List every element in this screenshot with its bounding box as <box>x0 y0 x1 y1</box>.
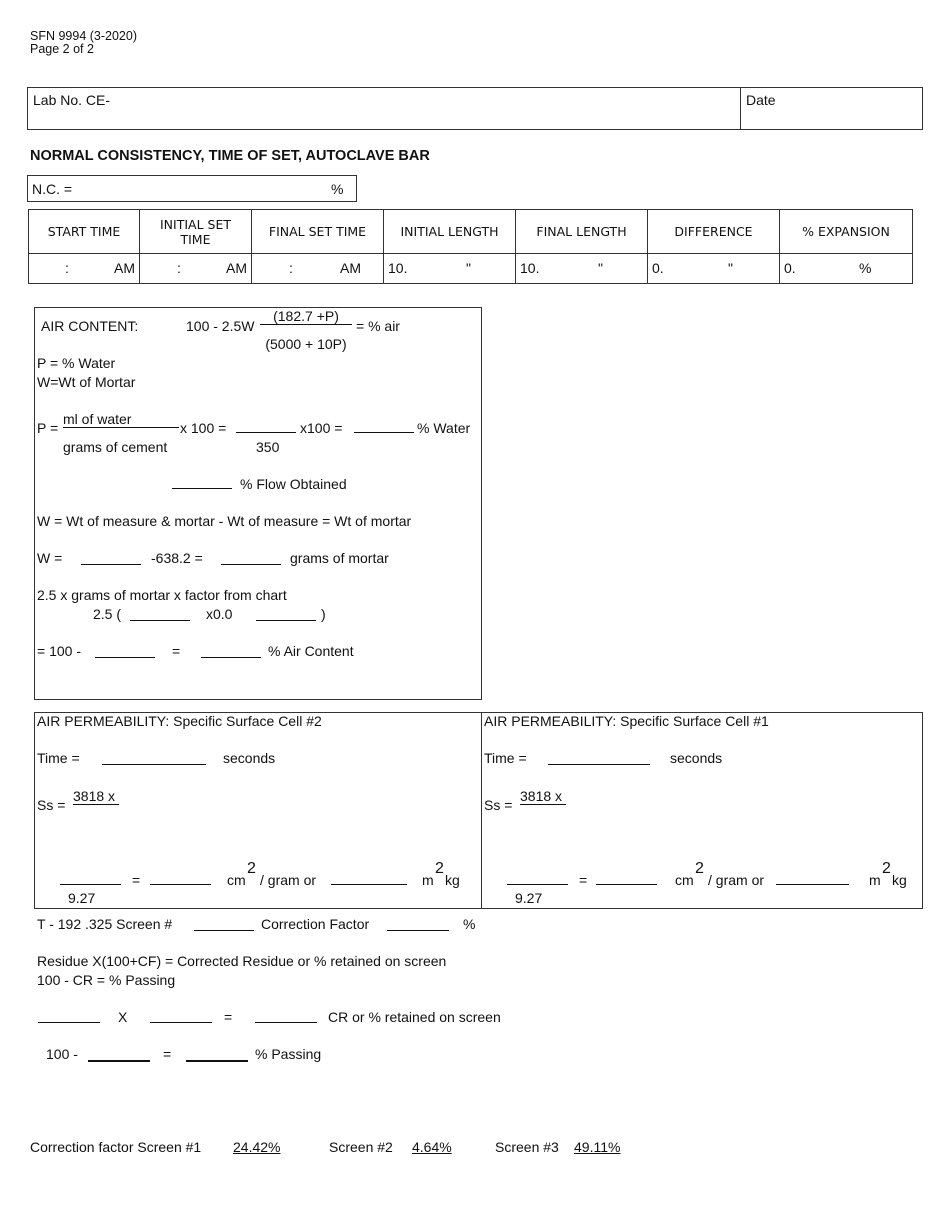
minus-638: -638.2 = <box>151 550 203 566</box>
correction-factor-screen1-label: Correction factor Screen #1 <box>30 1139 202 1155</box>
p-equation-label: P = <box>37 420 59 436</box>
factor-open: 2.5 ( <box>93 606 122 622</box>
passing-blank[interactable] <box>186 1059 248 1062</box>
screen3-label: Screen #3 <box>495 1139 559 1155</box>
lab-info-box <box>27 87 923 130</box>
final-length-field[interactable] <box>516 254 648 284</box>
colon: : <box>289 259 293 276</box>
start-time-field[interactable] <box>29 254 140 284</box>
perm-cell1-ss-label: Ss = <box>484 797 513 813</box>
equals-sign: = <box>163 1046 172 1062</box>
perm-cell1-kg: kg <box>892 872 907 888</box>
percent-sign: % <box>859 259 872 276</box>
perm-cell2-ss-num: 3818 x <box>73 788 119 805</box>
correction-factor-blank[interactable] <box>387 929 449 931</box>
denominator-350: 350 <box>256 439 280 455</box>
cr-blank[interactable] <box>255 1021 317 1023</box>
divider <box>481 713 482 908</box>
perm-cell2-time-blank[interactable] <box>102 763 206 765</box>
perm-cell1-per-gram: / gram or <box>708 872 765 888</box>
flow-blank[interactable] <box>172 487 232 489</box>
ml-water: ml of water <box>63 411 179 428</box>
equals-sign: = <box>224 1009 233 1025</box>
perm-cell1-ss-num: 3818 x <box>520 788 566 805</box>
x100-equals: x 100 = <box>180 420 227 436</box>
perm-cell1-sup: 2 <box>695 860 704 877</box>
perm-cell2-title: AIR PERMEABILITY: Specific Surface Cell #2 <box>37 713 322 729</box>
perm-cell2-result-blank[interactable] <box>150 883 211 885</box>
water-ratio-blank[interactable] <box>236 431 296 433</box>
perm-cell2-denom: 9.27 <box>68 890 96 906</box>
water-pct-blank[interactable] <box>354 431 414 433</box>
final-set-time-field[interactable] <box>252 254 384 284</box>
x100-equals-2: x100 = <box>300 420 343 436</box>
colon: : <box>65 259 69 276</box>
correction-factor-percent: % <box>463 916 476 932</box>
correction-factor-label: Correction Factor <box>261 916 370 932</box>
air-subtract-blank[interactable] <box>95 656 155 658</box>
screen3-value: 49.11% <box>574 1139 621 1155</box>
divider <box>740 88 741 129</box>
factor-line: 2.5 x grams of mortar x factor from chart <box>37 587 287 603</box>
perm-cell2-m: m <box>422 872 434 888</box>
air-content-blank[interactable] <box>201 656 261 658</box>
perm-cell2-sup: 2 <box>247 860 256 877</box>
page-indicator: Page 2 of 2 <box>30 42 94 56</box>
inch-mark: " <box>466 259 471 276</box>
perm-cell2-per-gram: / gram or <box>260 872 317 888</box>
perm-cell2-seconds: seconds <box>223 750 276 766</box>
p-definition: P = % Water <box>37 355 116 371</box>
screen-number-blank[interactable] <box>194 929 254 931</box>
times-x: X <box>118 1009 128 1025</box>
perm-cell2-num-blank[interactable] <box>60 883 121 885</box>
correction-factor-screen1-value: 24.42% <box>233 1139 281 1155</box>
nc-unit: % <box>331 181 344 197</box>
header-start-time: START TIME <box>29 210 140 254</box>
perm-cell1-seconds: seconds <box>670 750 723 766</box>
header-initial-length: INITIAL LENGTH <box>384 210 516 254</box>
water-percent-label: % Water <box>417 420 471 436</box>
initial-length-prefix: 10. <box>388 259 408 276</box>
perm-cell1-time-label: Time = <box>484 750 527 766</box>
am-label: AM <box>340 259 361 276</box>
perm-cell1-sup-m: 2 <box>882 860 891 877</box>
initial-length-field[interactable] <box>384 254 516 284</box>
grams-of-mortar: grams of mortar <box>290 550 389 566</box>
perm-cell1-m: m <box>869 872 881 888</box>
air-content-title: AIR CONTENT: <box>41 318 139 334</box>
time-of-set-table <box>28 209 913 284</box>
air-formula-left: 100 - 2.5W <box>186 318 255 334</box>
perm-cell1-denom: 9.27 <box>515 890 543 906</box>
factor-x: x0.0 <box>206 606 233 622</box>
header-initial-set-time: INITIAL SET TIME <box>140 210 252 254</box>
difference-field[interactable] <box>648 254 780 284</box>
perm-cell2-kg: kg <box>445 872 460 888</box>
equals-sign: = <box>172 643 181 659</box>
t192-screen-label: T - 192 .325 Screen # <box>37 916 173 932</box>
am-label: AM <box>114 259 135 276</box>
flow-obtained-label: % Flow Obtained <box>240 476 347 492</box>
perm-cell1-time-blank[interactable] <box>548 763 650 765</box>
perm-cell2-sup-m: 2 <box>435 860 444 877</box>
perm-cell1-title: AIR PERMEABILITY: Specific Surface Cell #1 <box>484 713 769 729</box>
perm-cell2-cm: cm <box>227 872 246 888</box>
form-number: SFN 9994 (3-2020) <box>30 29 138 43</box>
passing-formula: 100 - CR = % Passing <box>37 972 176 988</box>
passing-label: % Passing <box>255 1046 322 1062</box>
header-final-length: FINAL LENGTH <box>516 210 648 254</box>
nc-label: N.C. = <box>32 181 73 197</box>
percent-expansion-field[interactable] <box>780 254 913 284</box>
factor-close: ) <box>321 606 326 622</box>
w-equation-label: W = <box>37 550 63 566</box>
lab-no-label: Lab No. CE- <box>33 92 111 108</box>
perm-cell2-ss-label: Ss = <box>37 797 66 813</box>
header-final-set-time: FINAL SET TIME <box>252 210 384 254</box>
residue-formula: Residue X(100+CF) = Corrected Residue or % retained on screen <box>37 953 447 969</box>
air-content-pct-label: % Air Content <box>268 643 354 659</box>
air-formula-right: = % air <box>356 318 400 334</box>
header-difference: DIFFERENCE <box>648 210 780 254</box>
perm-cell2-equals: = <box>132 872 141 888</box>
colon: : <box>177 259 181 276</box>
air-permeability-box <box>34 712 923 909</box>
factor-blank[interactable] <box>150 1021 212 1023</box>
hundred-minus: 100 - <box>46 1046 78 1062</box>
inch-mark: " <box>728 259 733 276</box>
inch-mark: " <box>598 259 603 276</box>
perm-cell1-result-blank[interactable] <box>596 883 657 885</box>
w-formula: W = Wt of measure & mortar - Wt of measure = Wt of mortar <box>37 513 412 529</box>
am-label: AM <box>226 259 247 276</box>
perm-cell1-num-blank[interactable] <box>507 883 568 885</box>
perm-cell2-time-label: Time = <box>37 750 80 766</box>
residue-blank[interactable] <box>38 1021 100 1023</box>
expansion-prefix: 0. <box>784 259 796 276</box>
perm-cell2-m2kg-blank[interactable] <box>331 883 407 885</box>
factor-mortar-blank[interactable] <box>130 619 190 621</box>
cr-retained-label: CR or % retained on screen <box>328 1009 501 1025</box>
final-length-prefix: 10. <box>520 259 540 276</box>
perm-cell1-equals: = <box>579 872 588 888</box>
header-percent-expansion: % EXPANSION <box>780 210 913 254</box>
initial-set-time-field[interactable] <box>140 254 252 284</box>
w-definition: W=Wt of Mortar <box>37 374 136 390</box>
factor-chart-blank[interactable] <box>256 619 316 621</box>
air-formula-numerator: (182.7 +P) <box>260 308 352 325</box>
date-label: Date <box>746 92 776 108</box>
difference-prefix: 0. <box>652 259 664 276</box>
screen2-value: 4.64% <box>412 1139 452 1155</box>
mortar-weight-blank[interactable] <box>221 563 281 565</box>
eq-100-minus: = 100 - <box>37 643 81 659</box>
measure-mortar-blank[interactable] <box>81 563 141 565</box>
grams-cement: grams of cement <box>63 439 168 455</box>
screen2-label: Screen #2 <box>329 1139 393 1155</box>
nc-box <box>27 175 357 202</box>
perm-cell1-cm: cm <box>675 872 694 888</box>
section-title: NORMAL CONSISTENCY, TIME OF SET, AUTOCLAVE BAR <box>30 148 430 164</box>
perm-cell1-m2kg-blank[interactable] <box>776 883 849 885</box>
cr-subtract-blank[interactable] <box>88 1059 150 1062</box>
air-formula-denominator: (5000 + 10P) <box>265 336 347 352</box>
